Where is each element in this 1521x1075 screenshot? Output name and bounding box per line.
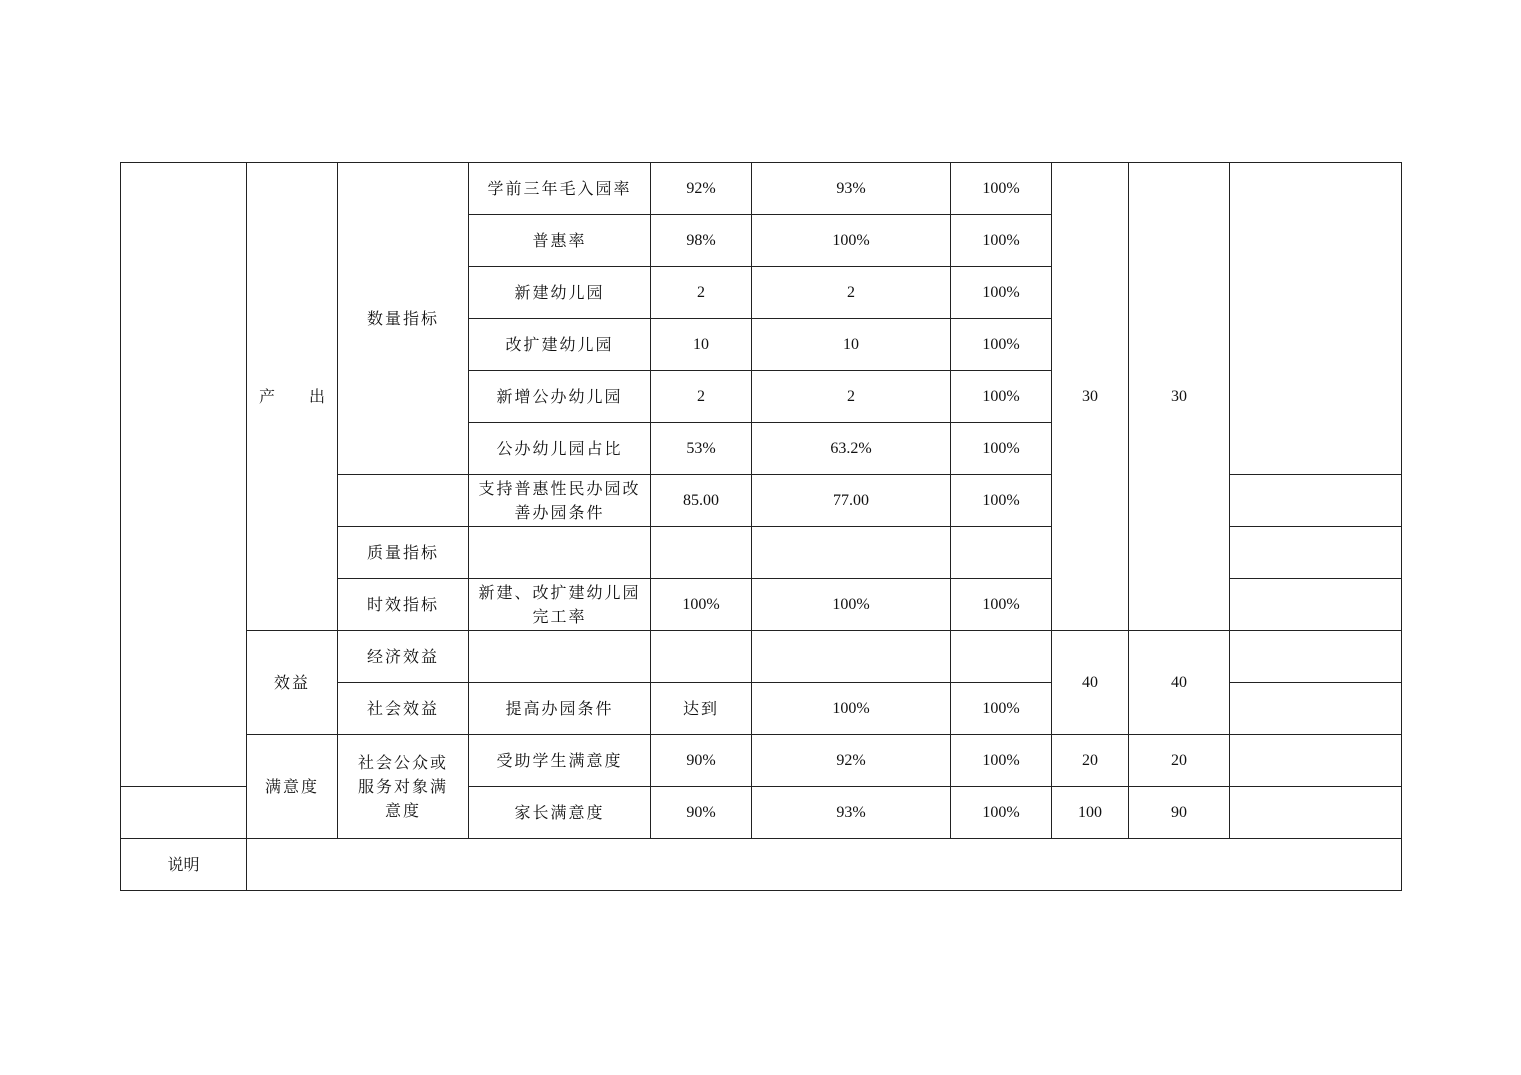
sub-timeliness: 时效指标 bbox=[338, 579, 469, 631]
satisfaction-weight: 20 bbox=[1052, 735, 1129, 787]
performance-table bbox=[120, 162, 1402, 891]
completion-rate: 100% bbox=[951, 423, 1052, 475]
completion-rate: 100% bbox=[951, 475, 1052, 527]
category-satisfaction: 满意度 bbox=[247, 735, 338, 839]
remark-cell bbox=[1230, 579, 1402, 631]
category-output: 产 出 bbox=[247, 163, 338, 631]
actual-value: 93% bbox=[752, 787, 951, 839]
completion-rate: 100% bbox=[951, 215, 1052, 267]
table-row bbox=[121, 735, 1402, 787]
indicator-name: 公办幼儿园占比 bbox=[469, 423, 651, 475]
completion-rate: 100% bbox=[951, 267, 1052, 319]
target-value bbox=[651, 631, 752, 683]
remark-cell bbox=[1230, 163, 1402, 475]
indicator-name: 支持普惠性民办园改善办园条件 bbox=[469, 475, 651, 527]
satisfaction-score: 20 bbox=[1129, 735, 1230, 787]
total-score: 90 bbox=[1129, 787, 1230, 839]
completion-rate: 100% bbox=[951, 735, 1052, 787]
sub-blank bbox=[338, 475, 469, 527]
remark-cell bbox=[1230, 475, 1402, 527]
table-row bbox=[121, 839, 1402, 891]
completion-rate: 100% bbox=[951, 371, 1052, 423]
target-value: 10 bbox=[651, 319, 752, 371]
target-value: 90% bbox=[651, 787, 752, 839]
indicator-name: 普惠率 bbox=[469, 215, 651, 267]
target-value: 100% bbox=[651, 579, 752, 631]
target-value: 53% bbox=[651, 423, 752, 475]
indicator-name: 改扩建幼儿园 bbox=[469, 319, 651, 371]
indicator-name: 家长满意度 bbox=[469, 787, 651, 839]
actual-value: 100% bbox=[752, 215, 951, 267]
target-value bbox=[651, 527, 752, 579]
actual-value: 100% bbox=[752, 579, 951, 631]
target-value: 90% bbox=[651, 735, 752, 787]
target-value: 92% bbox=[651, 163, 752, 215]
target-value: 2 bbox=[651, 371, 752, 423]
note-value bbox=[247, 839, 1402, 891]
indicator-name: 新建幼儿园 bbox=[469, 267, 651, 319]
completion-rate: 100% bbox=[951, 787, 1052, 839]
indicator-name: 新建、改扩建幼儿园完工率 bbox=[469, 579, 651, 631]
indicator-name: 新增公办幼儿园 bbox=[469, 371, 651, 423]
remark-cell bbox=[1230, 683, 1402, 735]
actual-value: 10 bbox=[752, 319, 951, 371]
completion-rate: 100% bbox=[951, 319, 1052, 371]
remark-cell bbox=[1230, 527, 1402, 579]
sub-social: 社会效益 bbox=[338, 683, 469, 735]
output-score: 30 bbox=[1129, 163, 1230, 631]
completion-rate bbox=[951, 631, 1052, 683]
note-label: 说明 bbox=[121, 839, 247, 891]
target-value: 达到 bbox=[651, 683, 752, 735]
target-value: 2 bbox=[651, 267, 752, 319]
completion-rate: 100% bbox=[951, 683, 1052, 735]
category-benefit: 效益 bbox=[247, 631, 338, 735]
table-row bbox=[121, 163, 1402, 215]
target-value: 85.00 bbox=[651, 475, 752, 527]
completion-rate: 100% bbox=[951, 579, 1052, 631]
remark-cell bbox=[1230, 631, 1402, 683]
actual-value: 77.00 bbox=[752, 475, 951, 527]
sub-economic: 经济效益 bbox=[338, 631, 469, 683]
actual-value bbox=[752, 527, 951, 579]
completion-rate bbox=[951, 527, 1052, 579]
completion-rate: 100% bbox=[951, 163, 1052, 215]
sub-quality: 质量指标 bbox=[338, 527, 469, 579]
benefit-score: 40 bbox=[1129, 631, 1230, 735]
blank-left-cell bbox=[121, 787, 247, 839]
target-value: 98% bbox=[651, 215, 752, 267]
benefit-weight: 40 bbox=[1052, 631, 1129, 735]
total-weight: 100 bbox=[1052, 787, 1129, 839]
sub-quantity: 数量指标 bbox=[338, 163, 469, 475]
remark-cell bbox=[1230, 735, 1402, 787]
actual-value: 2 bbox=[752, 267, 951, 319]
indicator-name: 受助学生满意度 bbox=[469, 735, 651, 787]
actual-value: 63.2% bbox=[752, 423, 951, 475]
actual-value bbox=[752, 631, 951, 683]
indicator-name: 提高办园条件 bbox=[469, 683, 651, 735]
indicator-name: 学前三年毛入园率 bbox=[469, 163, 651, 215]
blank-left-cell bbox=[121, 163, 247, 787]
table-row bbox=[121, 631, 1402, 683]
actual-value: 2 bbox=[752, 371, 951, 423]
remark-cell bbox=[1230, 787, 1402, 839]
output-weight: 30 bbox=[1052, 163, 1129, 631]
actual-value: 100% bbox=[752, 683, 951, 735]
actual-value: 92% bbox=[752, 735, 951, 787]
sub-public-satisfaction: 社会公众或服务对象满意度 bbox=[338, 735, 469, 839]
indicator-name bbox=[469, 631, 651, 683]
indicator-name bbox=[469, 527, 651, 579]
actual-value: 93% bbox=[752, 163, 951, 215]
